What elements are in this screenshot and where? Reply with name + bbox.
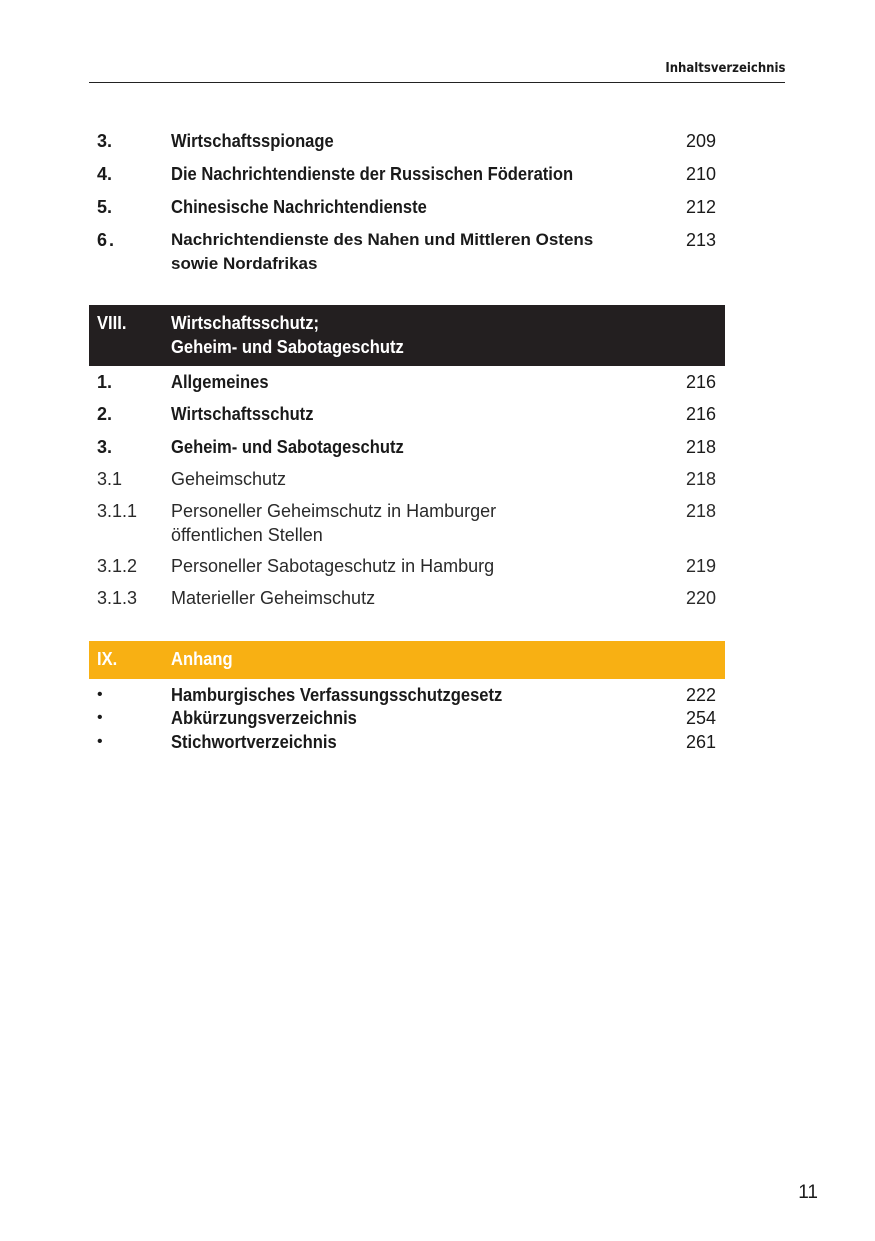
toc-entry-number: 3. [97, 131, 113, 151]
toc-entry-page: 209 [685, 131, 716, 151]
toc-entry-number: 4. [97, 164, 113, 184]
section-title: Anhang [171, 649, 233, 669]
toc-entry-title: Abkürzungsverzeichnis [171, 708, 357, 728]
toc-entry-title: Geheim- und Sabotageschutz [171, 437, 404, 457]
toc-entry-number: 1. [97, 372, 113, 392]
toc-entry-number: 3. [97, 437, 113, 457]
section-title: Wirtschaftsschutz; Geheim- und Sabotageschutz [171, 313, 404, 357]
toc-entry-page: 212 [685, 197, 716, 217]
toc-entry-page: 213 [685, 230, 716, 250]
toc-entry-page: 216 [685, 404, 716, 424]
toc-entry-number: 3.1 [97, 469, 123, 489]
page-number: 11 [798, 1182, 818, 1203]
toc-entry-page: 218 [685, 469, 716, 489]
toc-entry-title: Hamburgisches Verfassungsschutzgesetz [171, 685, 503, 705]
toc-entry-title: Personeller Geheimschutz in Hamburger öffentlichen Stellen [171, 501, 497, 545]
toc-entry-page: 222 [685, 685, 716, 705]
toc-entry-page: 216 [685, 372, 716, 392]
toc-entry-page: 261 [685, 732, 716, 752]
section-number: IX. [97, 649, 118, 669]
bullet-icon: • [97, 733, 103, 750]
running-header: Inhaltsverzeichnis [664, 61, 785, 76]
bullet-icon: • [97, 686, 103, 703]
toc-entry-title: Allgemeines [171, 372, 269, 392]
toc-entry-number: 5. [97, 197, 113, 217]
section-header-ix[interactable] [89, 641, 725, 679]
toc-entry-title: Wirtschaftsschutz [171, 404, 314, 424]
toc-entry-title: Personeller Sabotageschutz in Hamburg [171, 556, 495, 576]
toc-entry-title: Geheimschutz [171, 469, 287, 489]
toc-entry-title: Chinesische Nachrichtendienste [171, 197, 427, 217]
toc-entry[interactable] [89, 228, 725, 276]
toc-entry-number: 2. [97, 404, 113, 424]
toc-entry-title: Wirtschaftsspionage [171, 131, 334, 151]
table-of-contents [89, 0, 725, 800]
toc-entry-title: Die Nachrichtendienste der Russischen Föderation [171, 164, 574, 184]
section-header-viii[interactable] [89, 305, 725, 366]
toc-entry-page: 218 [685, 437, 716, 457]
toc-entry-title: Stichwortverzeichnis [171, 732, 337, 752]
toc-entry-page: 220 [685, 588, 716, 608]
toc-entry-page: 254 [685, 708, 716, 728]
toc-entry-number: 6. [97, 230, 117, 250]
toc-entry[interactable] [89, 499, 725, 547]
toc-entry-page: 218 [685, 501, 716, 521]
toc-entry-number: 3.1.1 [97, 501, 138, 521]
section-number: VIII. [97, 313, 127, 333]
toc-entry-number: 3.1.2 [97, 556, 138, 576]
toc-entry-page: 210 [685, 164, 716, 184]
toc-entry-title: Nachrichtendienste des Nahen und Mittleren Ostens sowie Nordafrikas [171, 230, 594, 273]
toc-entry-number: 3.1.3 [97, 588, 138, 608]
toc-entry-page: 219 [685, 556, 716, 576]
bullet-icon: • [97, 709, 103, 726]
toc-entry-title: Materieller Geheimschutz [171, 588, 376, 608]
